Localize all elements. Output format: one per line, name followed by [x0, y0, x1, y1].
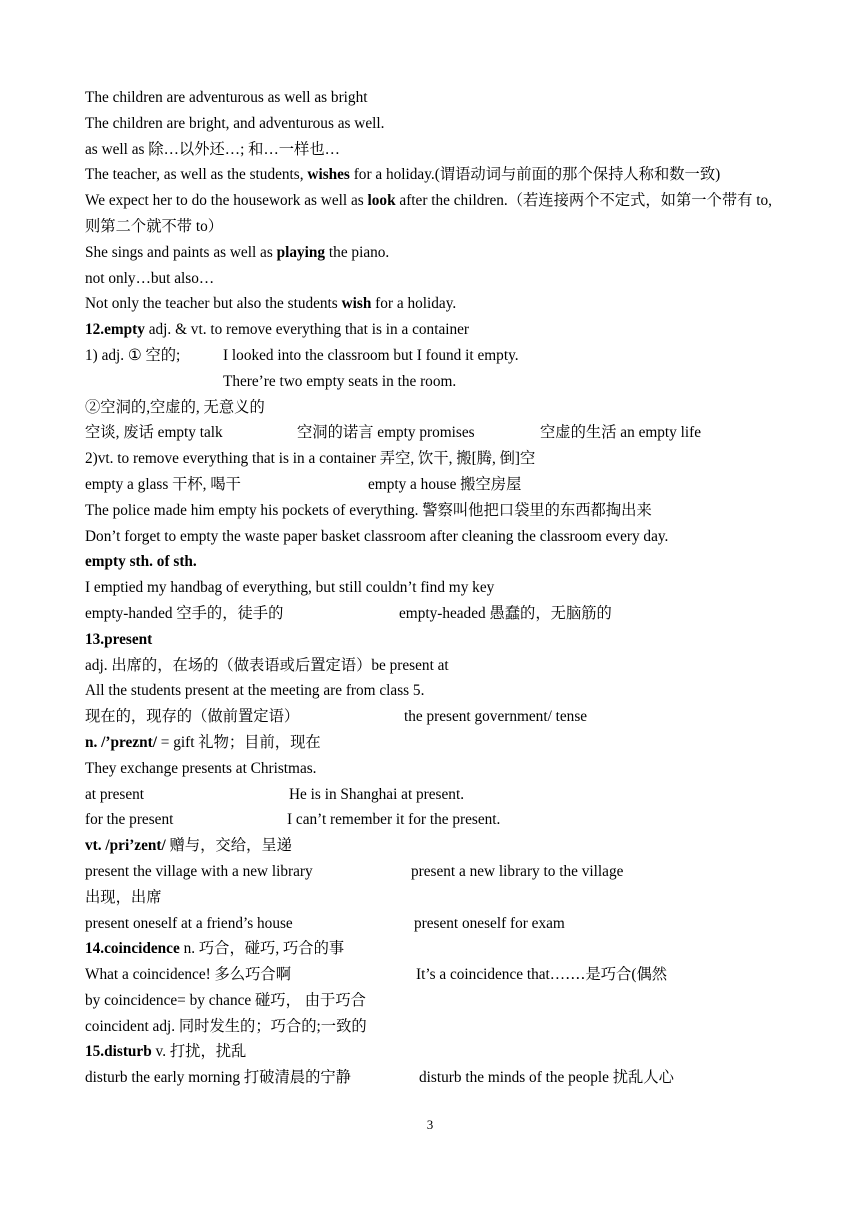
section-heading — [85, 936, 785, 962]
text-span: the present government/ tense — [404, 708, 588, 726]
bold-word: wishes — [307, 166, 350, 184]
section-heading — [85, 1039, 785, 1065]
text-line — [85, 188, 785, 240]
heading-word: 15.disturb — [85, 1043, 152, 1061]
text-span: There’re two empty seats in the room. — [223, 372, 457, 390]
text-line — [85, 833, 785, 859]
text-span: = gift 礼物；目前，现在 — [156, 733, 321, 751]
text-line: The children are bright, and adventurous as well. — [85, 114, 385, 132]
text-line: Don’t forget to empty the waste paper basket classroom after cleaning the classroom every day. — [85, 527, 669, 545]
text-span: for a holiday.(谓语动词与前面的那个保持人称和数一致) — [349, 166, 721, 184]
text-line: as well as 除…以外还…; 和…一样也… — [85, 140, 340, 158]
text-span: I looked into the classroom but I found it empty. — [223, 346, 519, 364]
text-span: It’s a coincidence that…‥‥是巧合(偶然 — [416, 966, 668, 984]
text-span: present oneself for exam — [414, 914, 565, 932]
bold-word: look — [367, 192, 396, 210]
text-span: 空谈, 废话 empty talk — [85, 424, 223, 442]
text-span: v. 打扰，扰乱 — [151, 1043, 247, 1061]
text-line — [85, 291, 785, 317]
text-line — [85, 420, 785, 446]
text-line — [85, 472, 785, 498]
text-line: The children are adventurous as well as bright — [85, 89, 368, 106]
text-span: present oneself at a friend’s house — [85, 914, 293, 932]
text-span: for the present — [85, 811, 174, 829]
bold-word: playing — [276, 243, 326, 261]
text-span: empty-headed 愚蠢的，无脑筋的 — [399, 604, 612, 622]
text-line — [85, 369, 785, 395]
text-line: coincident adj. 同时发生的；巧合的;一致的 — [85, 1017, 367, 1035]
text-span: the piano. — [325, 243, 390, 261]
text-span: after the children.（若连接两个不定式，如第一个带有 to,则第二个就不带 to） — [85, 192, 773, 235]
heading-word: 14.coincidence — [85, 940, 180, 958]
text-span: empty-handed 空手的，徒手的 — [85, 604, 284, 622]
text-span: disturb the minds of the people 扰乱人心 — [419, 1069, 674, 1087]
text-span: disturb the early morning 打破清晨的宁静 — [85, 1069, 351, 1087]
text-span: We expect her to do the housework as well as — [85, 192, 368, 210]
text-span: empty a house 搬空房屋 — [368, 475, 522, 493]
heading-word: 12.empty — [85, 321, 145, 339]
bold-word: wish — [341, 295, 372, 313]
text-line: empty sth. of sth. — [85, 553, 197, 571]
bold-word: vt. /pri’zent/ — [85, 837, 166, 855]
text-span: Not only the teacher but also the students — [85, 295, 342, 313]
text-span: adj. & vt. to remove everything that is in a container — [144, 321, 470, 339]
text-line — [85, 859, 785, 885]
text-span: 1) adj. ① 空的; — [85, 346, 181, 364]
text-line — [85, 807, 785, 833]
text-line: I emptied my handbag of everything, but still couldn’t find my key — [85, 579, 495, 597]
text-line — [85, 343, 785, 369]
text-line: by coincidence= by chance 碰巧， 由于巧合 — [85, 991, 366, 1009]
text-line — [85, 704, 785, 730]
text-line — [85, 962, 785, 988]
text-span: She sings and paints as well as — [85, 243, 277, 261]
text-span: 空洞的诺言 empty promises — [297, 424, 475, 442]
text-line: They exchange presents at Christmas. — [85, 759, 317, 777]
text-span: I can’t remember it for the present. — [287, 811, 501, 829]
text-line: ②空洞的,空虚的, 无意义的 — [85, 398, 265, 416]
page-number: 3 — [426, 1117, 434, 1132]
text-line: 2)vt. to remove everything that is in a container 弄空, 饮干, 搬[腾, 倒]空 — [85, 450, 536, 468]
text-span: What a coincidence! 多么巧合啊 — [85, 966, 292, 984]
text-line — [85, 240, 785, 266]
text-span: 现在的，现存的（做前置定语） — [85, 708, 300, 726]
text-span: 空虚的生活 an empty life — [540, 424, 702, 442]
text-line — [85, 782, 785, 808]
bold-word: n. /’preznt/ — [85, 733, 157, 751]
text-span: 赠与，交给，呈递 — [165, 837, 292, 855]
text-line: All the students present at the meeting are from class 5. — [85, 682, 425, 700]
text-span: He is in Shanghai at present. — [289, 785, 465, 803]
text-span: at present — [85, 785, 145, 803]
document-body — [85, 85, 785, 1091]
section-heading: 13.present — [85, 630, 153, 648]
text-line — [85, 1065, 785, 1091]
text-line: not only…but also… — [85, 269, 215, 287]
text-line — [85, 730, 785, 756]
text-span: for a holiday. — [371, 295, 457, 313]
text-line: adj. 出席的，在场的（做表语或后置定语）be present at — [85, 656, 449, 674]
text-span: present the village with a new library — [85, 862, 313, 880]
section-heading — [85, 317, 785, 343]
text-span: empty a glass 干杯, 喝干 — [85, 475, 241, 493]
text-line — [85, 911, 785, 937]
text-span: present a new library to the village — [411, 862, 624, 880]
text-line — [85, 601, 785, 627]
text-line: The police made him empty his pockets of everything. 警察叫他把口袋里的东西都掏出来 — [85, 501, 652, 519]
text-span: The teacher, as well as the students, — [85, 166, 308, 184]
text-line: 出现，出席 — [85, 888, 162, 906]
text-span: n. 巧合，碰巧, 巧合的事 — [179, 940, 345, 958]
text-line — [85, 162, 785, 188]
